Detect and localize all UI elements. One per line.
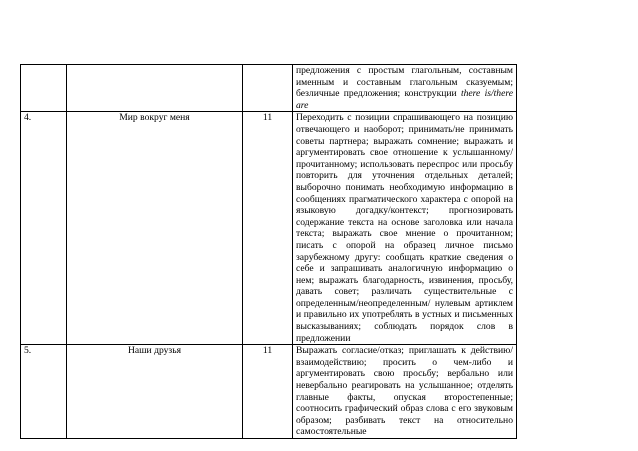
topic-cell: Мир вокруг меня — [67, 112, 243, 345]
hours-cell — [243, 65, 293, 112]
content-cell: Переходить с позиции спрашивающего на позицию отвечающего и наоборот; принимать/не принимать советы партнера; выражать сомнение; выражать и аргументировать свое отношение к услышанному/ прочитанному; использовать переспрос или просьбу повторить для уточнения отдельных деталей; выборочно понимать необходимую информацию в сообщениях прагматического характера с опорой на языковую догадку/контекст; прогнозировать содержание текста на основе заголовка или начала текста; выражать свое мнение о прочитанном; писать с опорой на образец личное письмо зарубежному другу: сообщать краткие сведения о себе и запрашивать аналогичную информацию о нем; выражать благодарность, извинения, просьбу, давать совет; различать существительные с определенным/неопределенным/ нулевым артиклем и правильно их употреблять в устных и письменных высказываниях; соблюдать порядок слов в предложении — [293, 112, 517, 345]
hours-cell: 11 — [243, 112, 293, 345]
table-row — [21, 112, 517, 345]
content-text: предложения с простым глагольным, составным именным и составным глагольным сказуемым; безличные предложения; конструкции — [296, 65, 513, 100]
row-number-cell: 4. — [21, 112, 67, 345]
row-number-cell — [21, 65, 67, 112]
table-row — [21, 65, 517, 112]
topic-cell — [67, 65, 243, 112]
content-cell — [293, 65, 517, 112]
topic-cell: Наши друзья — [67, 345, 243, 439]
row-number-cell: 5. — [21, 345, 67, 439]
content-italic-text: there is/there are — [296, 88, 513, 111]
table-row — [21, 345, 517, 439]
curriculum-table — [20, 64, 517, 439]
content-cell: Выражать согласие/отказ; приглашать к действию/ взаимодействию; просить о чем-либо и аргументировать свою просьбу; вербально или невербально реагировать на услышанное; отделять главные факты, опуская второстепенные; соотносить графический образ слова с его звуковым образом; разбивать текст на относительно самостоятельные — [293, 345, 517, 439]
hours-cell: 11 — [243, 345, 293, 439]
